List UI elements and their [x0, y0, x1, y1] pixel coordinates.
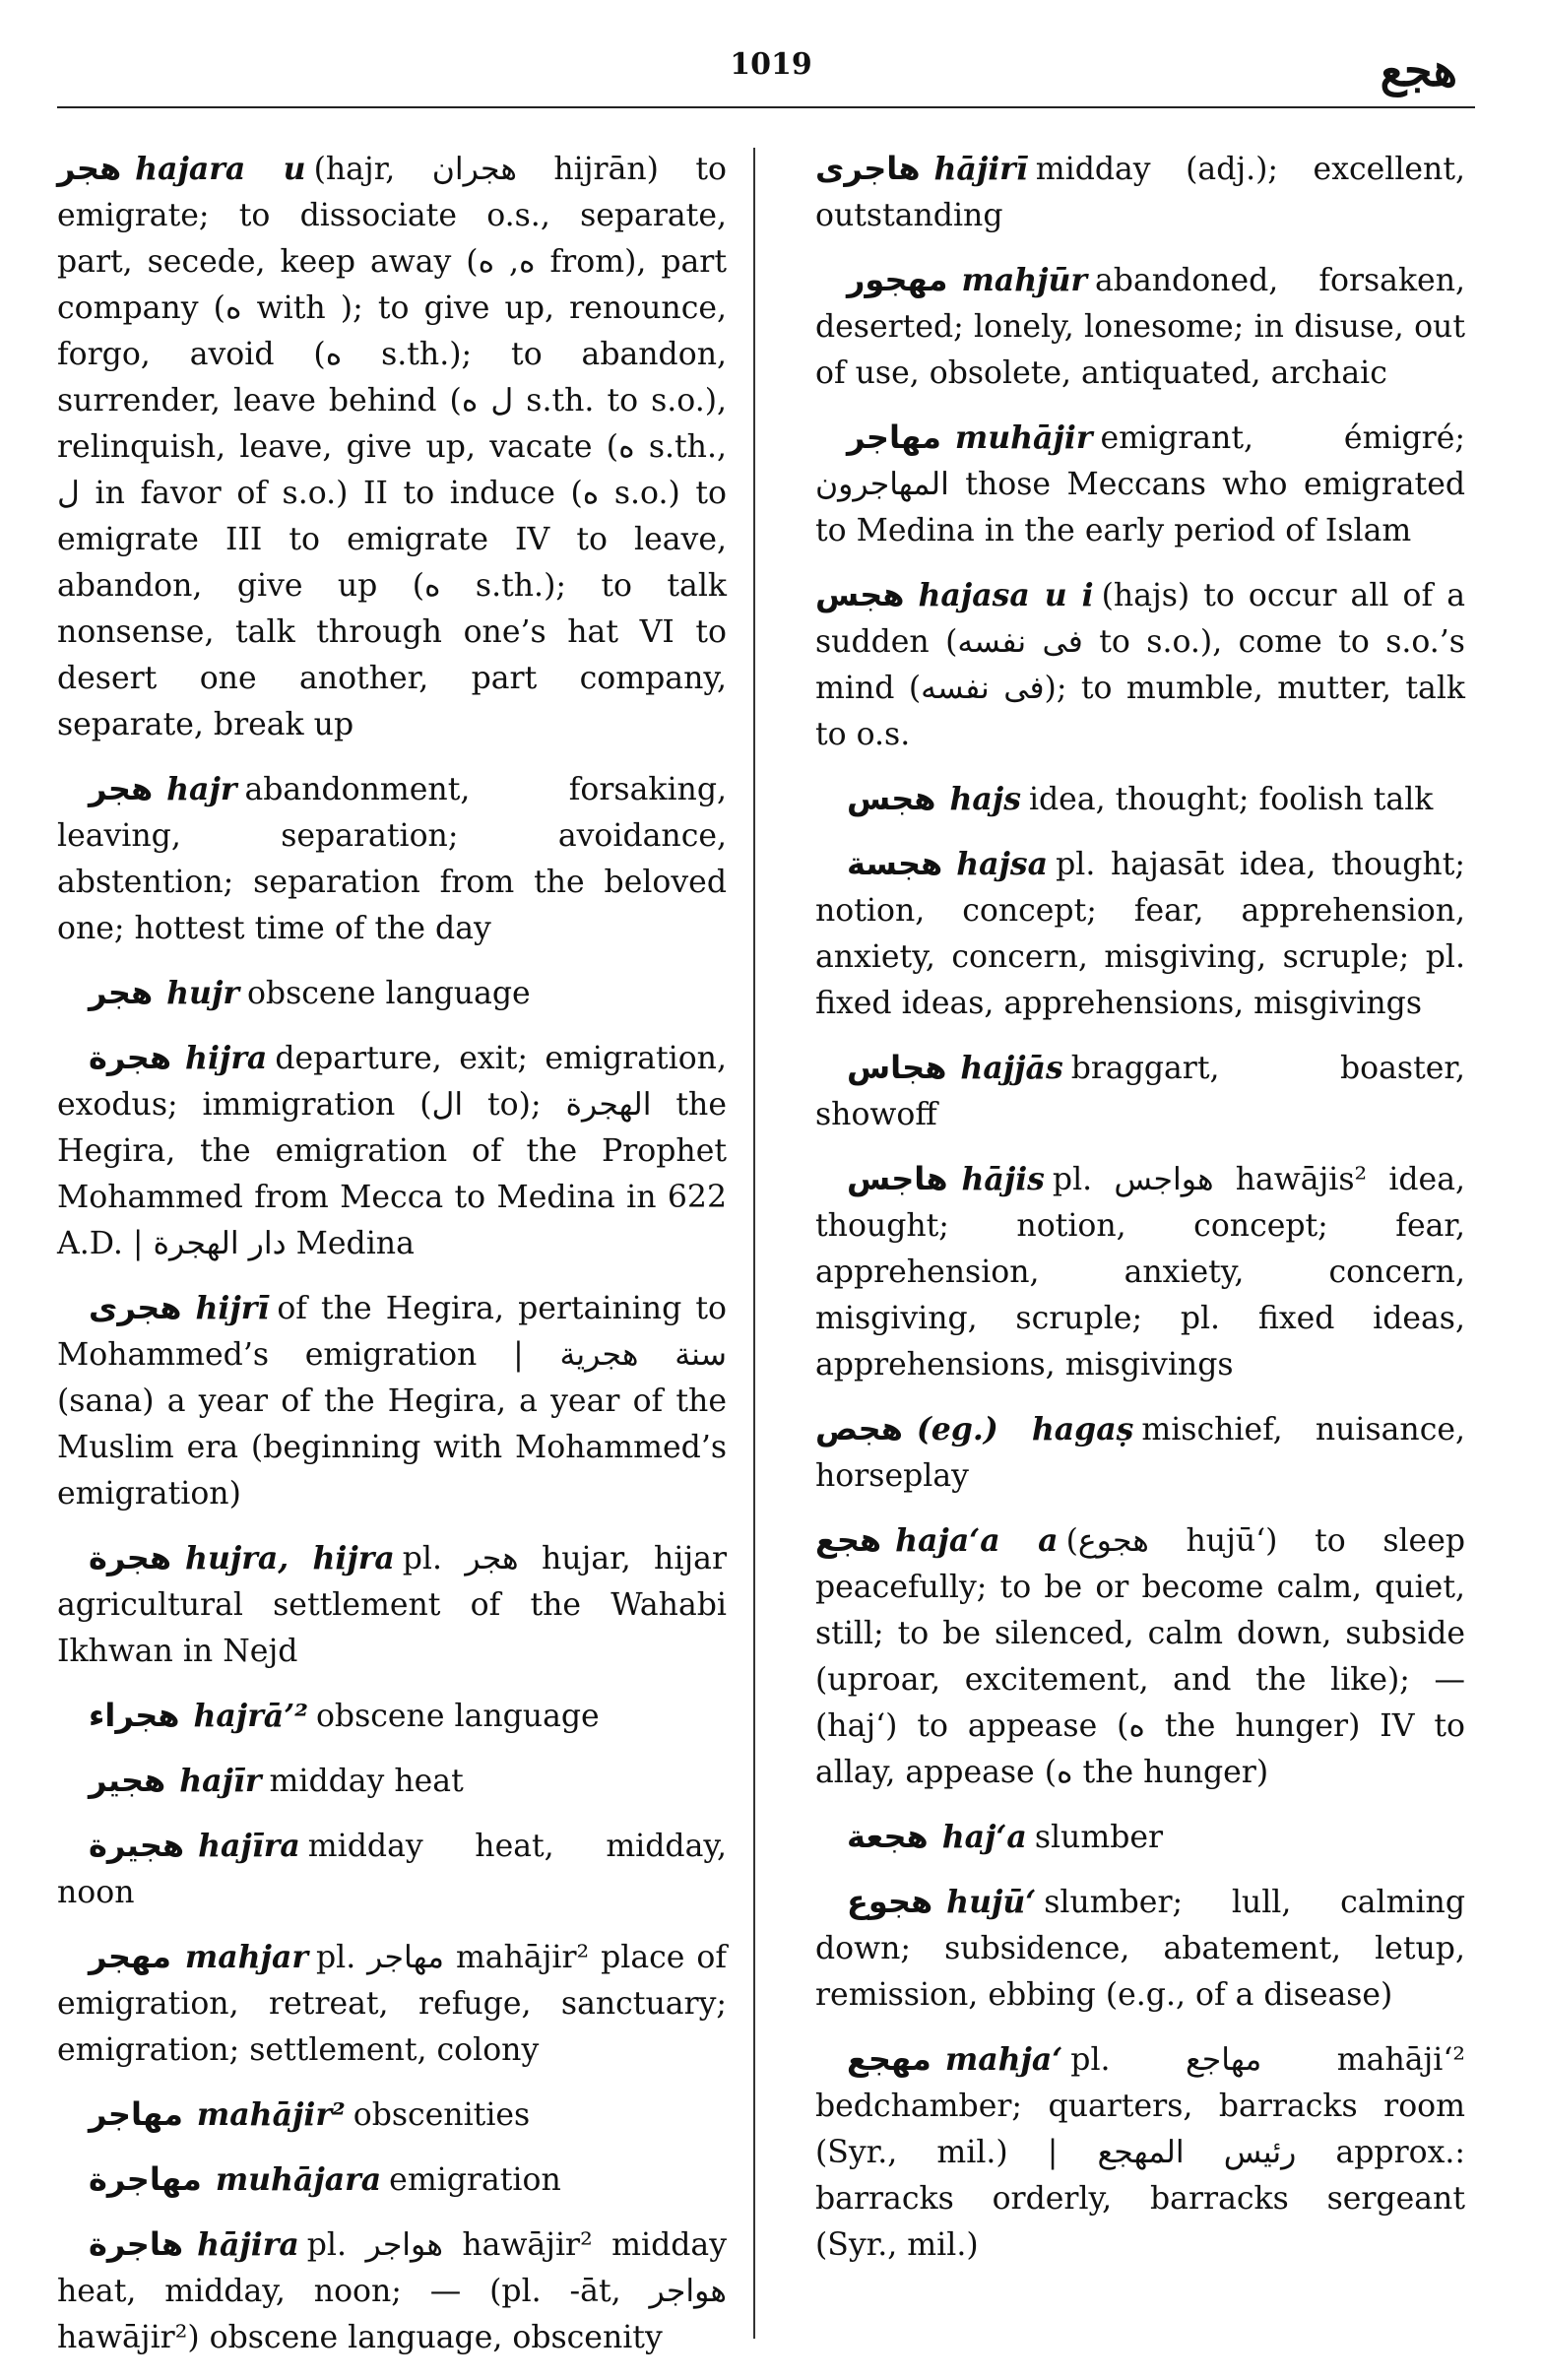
headword-arabic: مهاجرة	[89, 2160, 202, 2198]
headword-transliteration: hājirī	[933, 151, 1028, 187]
definition-text: mischief, nuisance, horseplay	[815, 1412, 1466, 1494]
dictionary-entry	[57, 2221, 727, 2361]
definition-text: of the Hegira, pertaining to Mohammed’s emigration | سنة هجرية (sana) a year of the Hegira, a year of the Muslim era (beginning with Mohammed’s emigration)	[57, 1291, 728, 1512]
headword-transliteration: haja‘a a	[895, 1522, 1059, 1559]
headword-arabic: هجر	[89, 974, 154, 1011]
headword-transliteration: hajasa u i	[918, 577, 1094, 613]
dictionary-entry	[815, 1814, 1465, 1861]
running-head: هجع	[1380, 43, 1457, 96]
headword-transliteration: mahja‘	[944, 2041, 1063, 2078]
dictionary-entry	[815, 1879, 1465, 2019]
definition-text: obscene language	[246, 976, 531, 1011]
dictionary-entry	[815, 146, 1465, 239]
dictionary-entry	[57, 1823, 727, 1916]
headword-arabic: هجعة	[847, 1818, 929, 1855]
headword-arabic: هجير	[89, 1762, 166, 1799]
headword-arabic: هجرة	[89, 1539, 172, 1576]
headword-transliteration: haj‘a	[941, 1819, 1027, 1855]
headword-transliteration: mahājir²	[196, 2096, 346, 2133]
definition-text: departure, exit; emigration, exodus; immigration (ال to); الهجرة the Hegira, the emigration of the Prophet Mohammed from Mecca to Medina in 622 A.D. | دار الهجرة Medina	[57, 1041, 727, 1261]
dictionary-entry	[57, 1285, 727, 1517]
dictionary-entry	[815, 841, 1465, 1027]
dictionary-entry	[815, 257, 1465, 397]
definition-text: emigrant, émigré; المهاجرون those Meccans who emigrated to Medina in the early period of Islam	[815, 420, 1465, 548]
headword-arabic: هاجس	[847, 1160, 948, 1197]
headword-arabic: هجرة	[89, 1039, 172, 1076]
headword-transliteration: mahjūr	[961, 262, 1088, 298]
definition-text: obscene language	[315, 1699, 600, 1734]
right-column	[815, 146, 1465, 2286]
definition-text: abandonment, forsaking, leaving, separation; avoidance, abstention; separation from the beloved one; hottest time of the day	[57, 772, 727, 946]
headword-transliteration: hajīr	[179, 1763, 262, 1799]
definition-text: pl. هجر hujar, hijar agricultural settlement of the Wahabi Ikhwan in Nejd	[57, 1541, 727, 1669]
headword-transliteration: (eg.) hagaṣ	[916, 1411, 1134, 1447]
definition-text: obscenities	[353, 2097, 531, 2133]
definition-text: midday (adj.); excellent, outstanding	[815, 152, 1465, 233]
headword-transliteration: hājis	[961, 1161, 1045, 1197]
definition-text: emigration	[389, 2162, 561, 2198]
page-number: 1019	[730, 47, 812, 82]
dictionary-entry	[57, 146, 727, 748]
left-column	[57, 146, 727, 2379]
dictionary-entry	[815, 1517, 1465, 1796]
dictionary-entry	[815, 572, 1465, 758]
headword-transliteration: hijra	[185, 1040, 268, 1076]
headword-transliteration: muhājara	[215, 2161, 382, 2198]
definition-text: pl. مهاجر mahājir² place of emigration, retreat, refuge, sanctuary; emigration; settlement, colony	[57, 1940, 727, 2068]
definition-text: idea, thought; foolish talk	[1028, 782, 1434, 817]
headword-arabic: هاجرى	[815, 150, 921, 187]
dictionary-entry	[57, 1035, 727, 1267]
definition-text: pl. هواجر hawājir² midday heat, midday, noon; — (pl. -āt, هواجر hawājir²) obscene language, obscenity	[57, 2227, 727, 2355]
headword-arabic: هجص	[815, 1410, 903, 1447]
headword-transliteration: hijrī	[195, 1290, 270, 1326]
definition-text: (hajr, هجران hijrān) to emigrate; to dissociate o.s., separate, part, secede, keep away (ه, ه from), part company (ه with ); to give up, renounce, forgo, avoid (ه s.th.); to abandon, surrender, leave behind (ل ه s.th. to s.o.), relinquish, leave, give up, vacate (ه s.th., ل in favor of s.o.) II to induce (ه s.o.) to emigrate III to emigrate IV to leave, abandon, give up (ه s.th.); to talk nonsense, talk through one’s hat VI to desert one another, part company, separate, break up	[57, 152, 728, 742]
definition-text: midday heat	[269, 1764, 464, 1799]
dictionary-entry	[57, 766, 727, 952]
definition-text: (هجوع hujū‘) to sleep peacefully; to be or become calm, quiet, still; to be silenced, calm down, subside (uproar, excitement, and the like); — (haj‘) to appease (ه the hunger) IV to allay, appease (ه the hunger)	[815, 1523, 1466, 1790]
headword-transliteration: hajs	[949, 781, 1021, 817]
dictionary-entry	[57, 1934, 727, 2074]
headword-arabic: هجر	[57, 150, 122, 187]
headword-arabic: مهاجر	[89, 2095, 183, 2133]
headword-arabic: هجس	[815, 576, 905, 613]
definition-text: pl. hajasāt idea, thought; notion, concept; fear, apprehension, anxiety, concern, misgiving, scruple; pl. fixed ideas, apprehensions, misgivings	[815, 847, 1465, 1021]
dictionary-entry	[57, 970, 727, 1017]
headword-arabic: هجوع	[847, 1883, 933, 1920]
definition-text: (hajs) to occur all of a sudden (فى نفسه to s.o.), come to s.o.’s mind (فى نفسه); to mumble, mutter, talk to o.s.	[815, 578, 1465, 752]
definition-text: midday heat, midday, noon	[57, 1829, 727, 1910]
dictionary-entry	[815, 776, 1465, 823]
headword-arabic: مهاجر	[847, 418, 941, 456]
headword-arabic: مهجع	[847, 2040, 932, 2078]
headword-arabic: هجاس	[847, 1049, 947, 1086]
headword-arabic: هجراء	[89, 1697, 180, 1734]
headword-transliteration: hajjās	[960, 1050, 1063, 1086]
dictionary-entry	[815, 1156, 1465, 1388]
headword-transliteration: hujra, hijra	[185, 1540, 395, 1576]
dictionary-entry	[57, 1693, 727, 1740]
dictionary-entry	[57, 1758, 727, 1805]
headword-transliteration: hujr	[166, 975, 239, 1011]
header-rule	[57, 106, 1475, 108]
definition-text: abandoned, forsaken, deserted; lonely, lonesome; in disuse, out of use, obsolete, antiquated, archaic	[815, 263, 1465, 391]
dictionary-entry	[57, 2156, 727, 2204]
dictionary-entry	[815, 415, 1465, 554]
headword-arabic: هجس	[847, 780, 936, 817]
headword-transliteration: hajr	[166, 771, 237, 807]
headword-arabic: هجسة	[847, 845, 943, 882]
definition-text: slumber	[1034, 1820, 1164, 1855]
headword-transliteration: hajrā’²	[193, 1698, 308, 1734]
headword-arabic: هجرى	[89, 1289, 182, 1326]
headword-transliteration: hajīra	[198, 1828, 300, 1864]
dictionary-entry	[815, 1406, 1465, 1500]
dictionary-entry	[57, 2091, 727, 2139]
headword-arabic: هجيرة	[89, 1827, 185, 1864]
headword-transliteration: muhājir	[954, 419, 1093, 456]
headword-arabic: مهجور	[847, 261, 948, 298]
headword-arabic: هجر	[89, 770, 154, 807]
headword-arabic: مهجر	[89, 1938, 171, 1975]
dictionary-entry	[815, 2036, 1465, 2269]
headword-transliteration: hājira	[197, 2226, 299, 2263]
definition-text: slumber; lull, calming down; subsidence, abatement, letup, remission, ebbing (e.g., of a disease)	[815, 1885, 1465, 2013]
headword-arabic: هجع	[815, 1521, 882, 1559]
dictionary-entry	[57, 1535, 727, 1675]
headword-arabic: هاجرة	[89, 2225, 184, 2263]
headword-transliteration: mahjar	[184, 1939, 308, 1975]
headword-transliteration: hujū‘	[946, 1884, 1037, 1920]
dictionary-entry	[815, 1045, 1465, 1138]
definition-text: braggart, boaster, showoff	[815, 1051, 1465, 1132]
headword-transliteration: hajara u	[135, 151, 306, 187]
headword-transliteration: hajsa	[956, 846, 1049, 882]
definition-text: pl. مهاجع mahāji‘² bedchamber; quarters, barracks room (Syr., mil.) | رئيس المهجع approx.: barracks orderly, barracks sergeant (Syr., mil.)	[815, 2042, 1465, 2263]
definition-text: pl. هواجس hawājis² idea, thought; notion, concept; fear, apprehension, anxiety, concern, misgiving, scruple; pl. fixed ideas, apprehensions, misgivings	[815, 1162, 1465, 1383]
column-divider	[753, 148, 755, 2339]
